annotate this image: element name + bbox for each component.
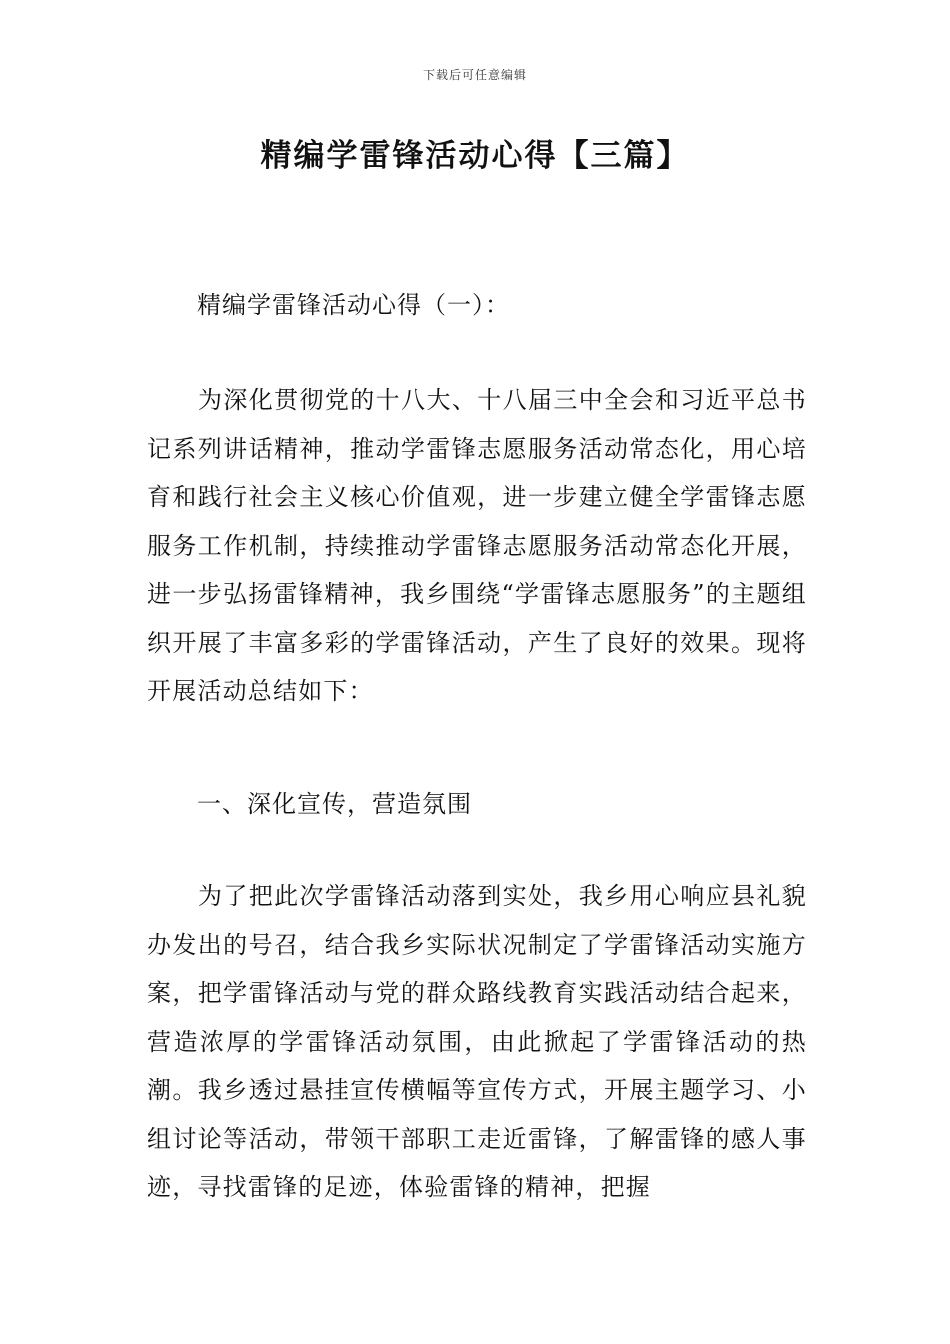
body-paragraph-intro: 为深化贯彻党的十八大、十八届三中全会和习近平总书记系列讲话精神，推动学雷锋志愿服务活动常态化，用心培育和践行社会主义核心价值观，进一步建立健全学雷锋志愿服务工作机制，持续推动学雷锋志愿服务活动常态化开展，进一步弘扬雷锋精神，我乡围绕“学雷锋志愿服务”的主题组织开展了丰富多彩的学雷锋活动，产生了良好的效果。现将开展活动总结如下： bbox=[147, 386, 807, 705]
header-note: 下载后可任意编辑 bbox=[422, 68, 527, 82]
body-paragraph-publicity: 为了把此次学雷锋活动落到实处，我乡用心响应县礼貌办发出的号召，结合我乡实际状况制定了学雷锋活动实施方案，把学雷锋活动与党的群众路线教育实践活动结合起来，营造浓厚的学雷锋活动氛围，由此掀起了学雷锋活动的热潮。我乡透过悬挂宣传横幅等宣传方式，开展主题学习、小组讨论等活动，带领干部职工走近雷锋，了解雷锋的感人事迹，寻找雷锋的足迹，体验雷锋的精神，把握 bbox=[147, 882, 807, 1201]
document-title: 精编学雷锋活动心得【三篇】 bbox=[260, 138, 690, 174]
subheading: 一、深化宣传，营造氛围 bbox=[197, 790, 472, 818]
section-title: 精编学雷锋活动心得（一）： bbox=[197, 291, 510, 319]
